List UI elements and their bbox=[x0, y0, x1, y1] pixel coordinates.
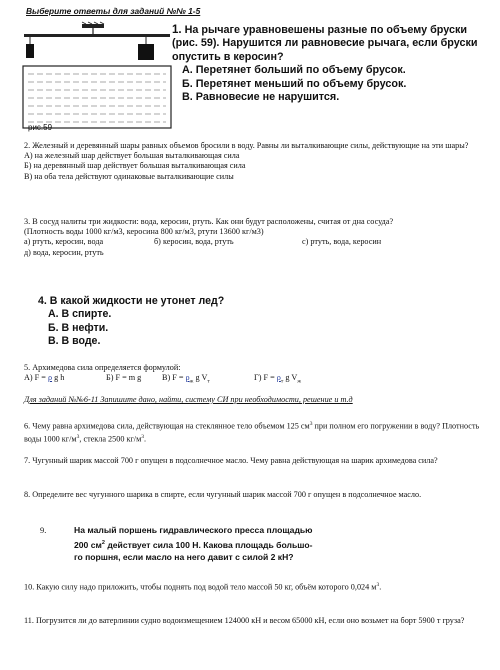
question-1-option-a: А. Перетянет больший по объему брусок. bbox=[182, 64, 406, 77]
formula-a: А) F = ρ g h bbox=[24, 373, 65, 383]
question-1 bbox=[172, 24, 490, 104]
question-4-option-a: А. В спирте. bbox=[48, 308, 112, 321]
question-3-density: (Плотность воды 1000 кг/м3, керосина 800 кг/м3, ртути 13600 кг/м3) bbox=[24, 227, 264, 237]
question-10: 10. Какую силу надо приложить, чтобы поднять под водой тело массой 50 кг, объём которого 0,024 $м^3$. bbox=[24, 582, 382, 592]
question-3-options-row bbox=[24, 237, 484, 247]
question-4-text: 4. В какой жидкости не утонет лед? bbox=[38, 295, 225, 307]
formula-c: В) $F = \rho_ж$ g $V_т$ bbox=[162, 373, 210, 385]
question-2-option-b: Б) на деревянный шар действует большая выталкивающая сила bbox=[24, 161, 246, 171]
question-5-text: 5. Архимедова сила определяется формулой: bbox=[24, 363, 181, 372]
question-2-option-c: В) на оба тела действуют одинаковые выталкивающие силы bbox=[24, 171, 234, 181]
question-3-text: 3. В сосуд налиты три жидкости: вода, керосин, ртуть. Как они будут расположены, считая от дна сосуда? bbox=[24, 217, 394, 226]
question-7: 7. Чугунный шарик массой 700 г опущен в подсолнечное масло. Чему равна действующая на шарик архимедова сила? bbox=[24, 456, 438, 465]
question-11: 11. Погрузится ли до ватерлинии судно водоизмещением 124000 кН и весом 65000 кН, если оно возьмет на борт 5900 т груза? bbox=[24, 616, 465, 625]
question-4-option-c: В. В воде. bbox=[48, 335, 101, 348]
question-2-option-a: А) на железный шар действует большая выталкивающая сила bbox=[24, 151, 240, 161]
question-3 bbox=[24, 217, 484, 258]
question-1-text: 1. На рычаге уравновешены разные по объему бруски (рис. 59). Нарушится ли равновесие рычага, если бруски опустить в керосин? bbox=[172, 24, 478, 63]
question-4-option-b: Б. В нефти. bbox=[48, 321, 109, 334]
question-9 bbox=[74, 524, 374, 564]
question-2-text: 2. Железный и деревянный шары равных объемов бросили в воду. Равны ли выталкивающие силы, действующие на эти шары? bbox=[24, 141, 469, 150]
question-9-number: 9. bbox=[40, 526, 47, 535]
formula-d: Г) $F = \rho_т$ g $V_ж$ bbox=[254, 373, 302, 385]
question-5 bbox=[24, 363, 484, 387]
question-4 bbox=[38, 295, 338, 349]
question-1-number: 1. bbox=[172, 24, 182, 36]
question-1-option-c: В. Равновесие не нарушится. bbox=[182, 91, 340, 104]
section-instruction: Для заданий №№6-11 Запишите дано, найти, систему СИ при необходимости, решение и т.д bbox=[24, 395, 353, 404]
question-5-formulas bbox=[24, 373, 484, 387]
question-6: 6. Чему равна архимедова сила, действующая на стеклянное тело объемом 125 $см^3$ при полном его погружении в воду? Плотность воды 1000 $кг/м^3$, стекла 2500 $кг/м^3$. bbox=[24, 421, 480, 444]
question-1-option-b: Б. Перетянет меньший по объему брусок. bbox=[182, 77, 407, 90]
figure-caption: рис.59 bbox=[28, 123, 53, 132]
question-3-option-d: д) вода, керосин, ртуть bbox=[24, 247, 104, 257]
question-8: 8. Определите вес чугунного шарика в спирте, если чугунный шарик массой 700 г опущен в подсолнечное масло. bbox=[24, 490, 422, 499]
question-2 bbox=[24, 141, 484, 182]
question-3-option-b: б) керосин, вода, ртуть bbox=[154, 237, 234, 247]
question-9-line-3: го поршня, если масло на него давит с силой 2 кН? bbox=[74, 552, 294, 563]
question-3-option-a: а) ртуть, керосин, вода bbox=[24, 237, 104, 247]
lever-figure bbox=[20, 20, 175, 138]
question-9-line-1: На малый поршень гидравлического пресса площадью bbox=[74, 525, 313, 535]
formula-b: Б) F = m g bbox=[106, 373, 142, 383]
question-3-option-c: с) ртуть, вода, керосин bbox=[302, 237, 382, 247]
question-9-line-2: 200 $см^2$ действует сила 100 Н. Какова площадь большо- bbox=[74, 539, 313, 550]
instruction-header: Выберите ответы для заданий №№ 1-5 bbox=[26, 6, 201, 16]
